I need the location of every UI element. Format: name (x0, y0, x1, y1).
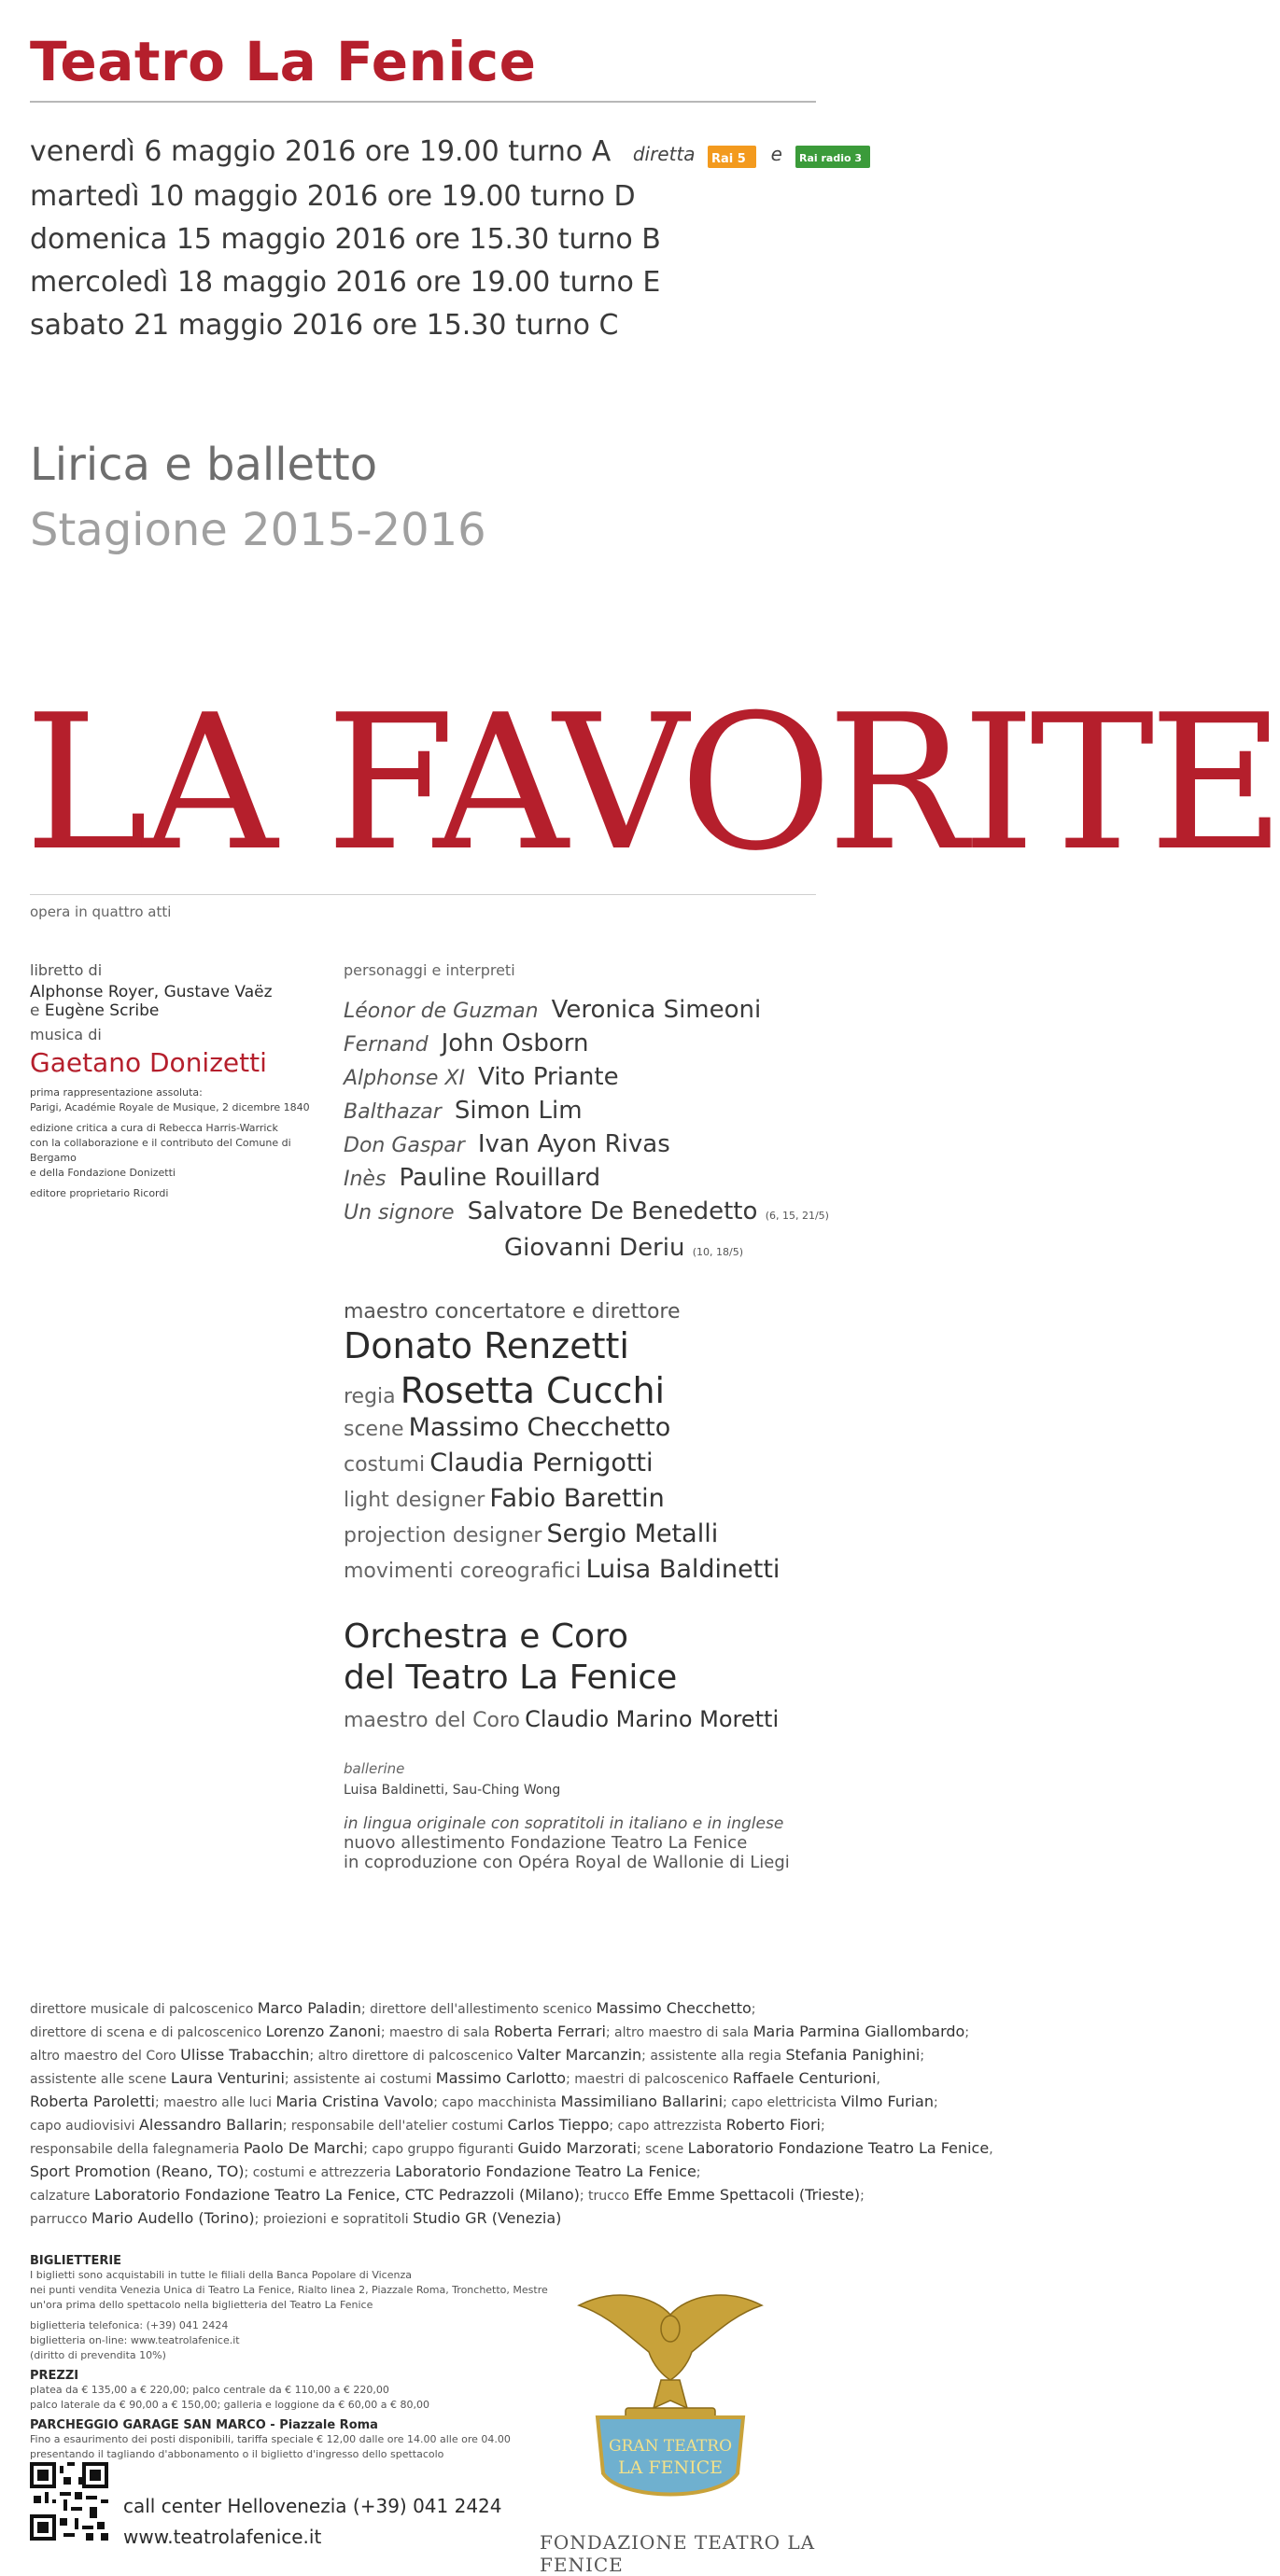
premiere-label: prima rappresentazione assoluta: (30, 1086, 203, 1099)
staff-name: Claudia Pernigotti (429, 1449, 654, 1477)
credit-label: ; capo macchinista (433, 2095, 561, 2110)
credit-label: ; (920, 2049, 925, 2064)
credit-name: Laboratorio Fondazione Teatro La Fenice (395, 2163, 696, 2180)
staff-label: projection designer (344, 1524, 542, 1547)
date-row: domenica 15 maggio 2016 ore 15.30 turno B (30, 223, 661, 256)
credit-name: Maria Cristina Vavolo (275, 2093, 434, 2110)
credit-label: ; trucco (579, 2189, 634, 2204)
cast-row (344, 1061, 829, 1095)
cast-role: Balthazar (344, 1100, 442, 1124)
staff-label: movimenti coreografici (344, 1560, 582, 1583)
credit-name: Alessandro Ballarin (138, 2116, 283, 2134)
theatre-title: Teatro La Fenice (30, 30, 537, 93)
staff-name: Fabio Barettin (489, 1484, 665, 1513)
prices-text: platea da € 135,00 a € 220,00; palco centrale da € 110,00 a € 220,00 palco laterale da € 90,00 a € 150,00; galleria e loggione da € 60,00 a € 80,00 (30, 2384, 430, 2411)
opera-subtitle: opera in quattro atti (30, 903, 172, 920)
emblem-text-2: LA FENICE (618, 2457, 723, 2478)
credit-label: ; capo gruppo figuranti (363, 2142, 518, 2157)
credit-label: ; proiezioni e sopratitoli (254, 2212, 414, 2227)
credit-label: direttore musicale di palcoscenico (30, 2002, 258, 2017)
credit-label: ; costumi e attrezzeria (244, 2165, 396, 2180)
staff-label: scene (344, 1418, 404, 1441)
parking-text: Fino a esaurimento dei posti disponibili, tariffa speciale € 12,00 dalle ore 14.00 alle ore 04.00 presentando il tagliando d'abbonamento o il biglietto d'ingresso dello spettacolo (30, 2433, 511, 2460)
credit-name: Laura Venturini (170, 2069, 285, 2087)
broadcast-label: diretta (632, 143, 696, 165)
credit-name: Mario Audello (Torino) (91, 2209, 255, 2227)
credit-name: Massimo Carlotto (435, 2069, 567, 2087)
credit-name: Maria Parmina Giallombardo (753, 2023, 965, 2040)
cast-artist: Simon Lim (454, 1097, 583, 1125)
edition-line-2: con la collaborazione e il contributo del Comune di Bergamo (30, 1137, 291, 1164)
credit-name: Ulisse Trabacchin (180, 2046, 310, 2064)
staff-name: Luisa Baldinetti (585, 1555, 781, 1584)
credit-label: ; altro direttore di palcoscenico (309, 2049, 517, 2064)
credit-name: Studio GR (Venezia) (413, 2209, 562, 2227)
regia-label: regia (344, 1385, 396, 1408)
credit-label: calzature (30, 2189, 94, 2204)
tickets-text: I biglietti sono acquistabili in tutte le filiali della Banca Popolare di Vicenza nei punti vendita Venezia Unica di Teatro La Fenice, Rialto linea 2, Piazzale Roma, Tronchetto, Mestre un'ora prima dello spettacolo nella biglietteria del Teatro La Fenice (30, 2269, 548, 2311)
music-label: musica di (30, 1026, 102, 1043)
staff-row (344, 1411, 829, 1447)
credit-label: ; responsabile dell'atelier costumi (282, 2119, 508, 2134)
rairadio3-logo-icon (795, 140, 870, 166)
libretto-author-scribe: Eugène Scribe (44, 1001, 160, 1020)
orchestra-line-2: del Teatro La Fenice (344, 1659, 678, 1697)
staff-row (344, 1482, 829, 1518)
credits-line (30, 2114, 823, 2137)
credits-line (30, 2067, 880, 2091)
date-row: sabato 21 maggio 2016 ore 15.30 turno C (30, 309, 619, 342)
cast-dates-note: (10, 18/5) (692, 1246, 743, 1258)
credits-line (30, 2207, 823, 2231)
staff-name: Massimo Checchetto (408, 1413, 671, 1442)
credit-name: Massimo Checchetto (596, 1999, 752, 2017)
credit-label: parrucco (30, 2212, 92, 2227)
credits-line (30, 2137, 993, 2161)
credit-name: Lorenzo Zanoni (265, 2023, 381, 2040)
cast-and-staff (344, 961, 829, 1872)
staff-label: light designer (344, 1489, 485, 1512)
credits-line (30, 1997, 823, 2021)
credit-name: Massimiliano Ballarini (560, 2093, 724, 2110)
cast-role: Inès (344, 1168, 387, 1191)
conductor-label: maestro concertatore e direttore (344, 1300, 681, 1323)
staff-row (344, 1553, 829, 1589)
season-category: Lirica e balletto (30, 439, 378, 491)
credit-label: ; (751, 2002, 756, 2017)
orchestra-line-1: Orchestra e Coro (344, 1617, 629, 1656)
chorus-master-row (344, 1706, 829, 1732)
edition-line-1: edizione critica a cura di Rebecca Harris-Warrick (30, 1122, 278, 1134)
cast-artist: Ivan Ayon Rivas (477, 1130, 670, 1158)
credit-label: ; capo attrezzista (609, 2119, 726, 2134)
cast-artist: Veronica Simeoni (551, 996, 762, 1024)
credit-name: Stefania Panighini (785, 2046, 921, 2064)
cast-row-alt (344, 1232, 829, 1268)
cast-artist: Giovanni Deriu (504, 1234, 685, 1262)
cast-heading: personaggi e interpreti (344, 961, 515, 979)
credit-label: ; (860, 2189, 865, 2204)
chorus-master-name: Claudio Marino Moretti (525, 1706, 780, 1732)
cast-role: Léonor de Guzman (344, 1000, 539, 1023)
date-text: venerdì 6 maggio 2016 ore 19.00 turno A (30, 135, 612, 168)
production-line-2: in coproduzione con Opéra Royal de Wallonie di Liegi (344, 1853, 790, 1872)
season-years: Stagione 2015-2016 (30, 504, 486, 556)
ballerine-names: Luisa Baldinetti, Sau-Ching Wong (344, 1783, 561, 1798)
ticket-info (30, 2254, 553, 2468)
regia-row (344, 1370, 829, 1411)
staff-label: costumi (344, 1453, 426, 1477)
credits-line (30, 2091, 938, 2114)
rai5-logo-icon (708, 140, 756, 166)
rairadio3-logo-text: Rai radio 3 (798, 151, 862, 164)
technical-credits (30, 1997, 993, 2231)
staff-name: Sergio Metalli (546, 1519, 719, 1548)
production-line-1: nuovo allestimento Fondazione Teatro La Fenice (344, 1833, 748, 1853)
premiere-info: Parigi, Académie Royale de Musique, 2 dicembre 1840 (30, 1101, 310, 1113)
cast-role: Don Gaspar (344, 1134, 465, 1157)
credit-label: ; scene (636, 2142, 688, 2157)
prices-heading: PREZZI (30, 2369, 79, 2383)
phone-info: biglietteria telefonica: (+39) 041 2424 biglietteria on-line: www.teatrolafenice.it (diritto di prevendita 10%) (30, 2319, 240, 2361)
credit-name: Roberta Ferrari (494, 2023, 606, 2040)
performance-dates (30, 131, 874, 347)
credit-label: , (989, 2142, 993, 2157)
composer-name: Gaetano Donizetti (30, 1047, 267, 1078)
publisher: editore proprietario Ricordi (30, 1187, 169, 1199)
credit-label: ; (934, 2095, 938, 2110)
credit-name: Effe Emme Spettacoli (Trieste) (633, 2186, 861, 2204)
credits-line (30, 2161, 823, 2184)
credit-name: Vilmo Furian (840, 2093, 934, 2110)
credits-line (30, 2184, 865, 2207)
rai5-logo-text: Rai 5 (711, 151, 746, 166)
cast-row (344, 1028, 829, 1061)
date-row (30, 131, 874, 175)
date-row: martedì 10 maggio 2016 ore 19.00 turno D (30, 180, 636, 213)
credit-label: ; assistente alla regia (641, 2049, 786, 2064)
credit-label: , (876, 2072, 880, 2087)
cast-row (344, 1196, 829, 1232)
credit-label: ; maestro di sala (380, 2025, 495, 2040)
credit-name: Laboratorio Fondazione Teatro La Fenice, CTC Pedrazzoli (Milano) (93, 2186, 580, 2204)
cast-row (344, 1128, 829, 1162)
title-divider (30, 101, 816, 103)
credits-line (30, 2021, 970, 2044)
staff-row (344, 1447, 829, 1482)
credit-label: ; (820, 2119, 825, 2134)
website-link[interactable]: www.teatrolafenice.it (123, 2526, 322, 2548)
credit-label: ; (964, 2025, 970, 2040)
credit-label: ; maestri di palcoscenico (566, 2072, 733, 2087)
libretto-authors-2 (30, 1001, 319, 1020)
credit-name: Valter Marcanzin (516, 2046, 642, 2064)
cast-row (344, 994, 829, 1028)
credit-name: Carlos Tieppo (507, 2116, 610, 2134)
cast-artist: Vito Priante (478, 1063, 619, 1091)
libretto-and: e (30, 1001, 40, 1020)
credit-label: assistente alle scene (30, 2072, 171, 2087)
credit-name: Marco Paladin (257, 1999, 361, 2017)
credit-label: altro maestro del Coro (30, 2049, 181, 2064)
credit-name: Laboratorio Fondazione Teatro La Fenice (687, 2139, 990, 2157)
credit-label: direttore di scena e di palcoscenico (30, 2025, 266, 2040)
call-center: call center Hellovenezia (+39) 041 2424 (123, 2495, 502, 2517)
credit-label: ; capo elettricista (723, 2095, 841, 2110)
libretto-label: libretto di (30, 961, 103, 979)
cast-artist: John Osborn (441, 1029, 589, 1057)
cast-artist: Salvatore De Benedetto (467, 1197, 758, 1225)
credit-label: ; maestro alle luci (154, 2095, 276, 2110)
ballerine-label: ballerine (344, 1760, 405, 1777)
credit-name: Guido Marzorati (517, 2139, 637, 2157)
opera-title-divider (30, 894, 816, 895)
cast-dates-note: (6, 15, 21/5) (765, 1210, 829, 1222)
conductor-name: Donato Renzetti (344, 1325, 629, 1366)
cast-role: Un signore (344, 1201, 455, 1225)
broadcast-and: e (770, 143, 782, 165)
cast-row (344, 1162, 829, 1196)
cast-role: Fernand (344, 1033, 429, 1057)
credit-name: Roberto Fiori (725, 2116, 821, 2134)
credit-label: responsabile della falegnameria (30, 2142, 244, 2157)
emblem-text-1: GRAN TEATRO (608, 2437, 733, 2456)
credit-label: ; (696, 2165, 701, 2180)
staff-row (344, 1518, 829, 1553)
credit-label: ; altro maestro di sala (605, 2025, 753, 2040)
chorus-label: maestro del Coro (344, 1709, 520, 1732)
opera-title (24, 675, 1280, 892)
libretto-info (30, 961, 319, 1201)
credits-line (30, 2044, 925, 2067)
credit-name: Sport Promotion (Reano, TO) (30, 2163, 245, 2180)
libretto-authors: Alphonse Royer, Gustave Vaëz (30, 983, 273, 1001)
credit-label: ; direttore dell'allestimento scenico (360, 2002, 597, 2017)
fenice-emblem-icon (560, 2277, 781, 2511)
parking-heading: PARCHEGGIO GARAGE SAN MARCO - Piazzale Roma (30, 2418, 378, 2432)
credit-label: capo audiovisivi (30, 2119, 139, 2134)
cast-artist: Pauline Rouillard (399, 1164, 601, 1192)
credit-label: ; assistente ai costumi (284, 2072, 436, 2087)
opera-title-text: LA FAVORITE (24, 675, 1280, 892)
credit-name: Paolo De Marchi (243, 2139, 364, 2157)
edition-line-3: e della Fondazione Donizetti (30, 1167, 176, 1179)
credit-name: Raffaele Centurioni (732, 2069, 877, 2087)
cast-role: Alphonse XI (344, 1067, 466, 1090)
credit-name: Roberta Paroletti (30, 2093, 155, 2110)
foundation-name: FONDAZIONE TEATRO LA FENICE (540, 2531, 816, 2576)
qr-code-icon[interactable] (30, 2462, 108, 2541)
tickets-heading: BIGLIETTERIE (30, 2254, 122, 2268)
date-row: mercoledì 18 maggio 2016 ore 19.00 turno E (30, 266, 661, 299)
regia-name: Rosetta Cucchi (400, 1370, 666, 1411)
cast-row (344, 1095, 829, 1128)
language-note: in lingua originale con sopratitoli in italiano e in inglese (344, 1814, 784, 1833)
